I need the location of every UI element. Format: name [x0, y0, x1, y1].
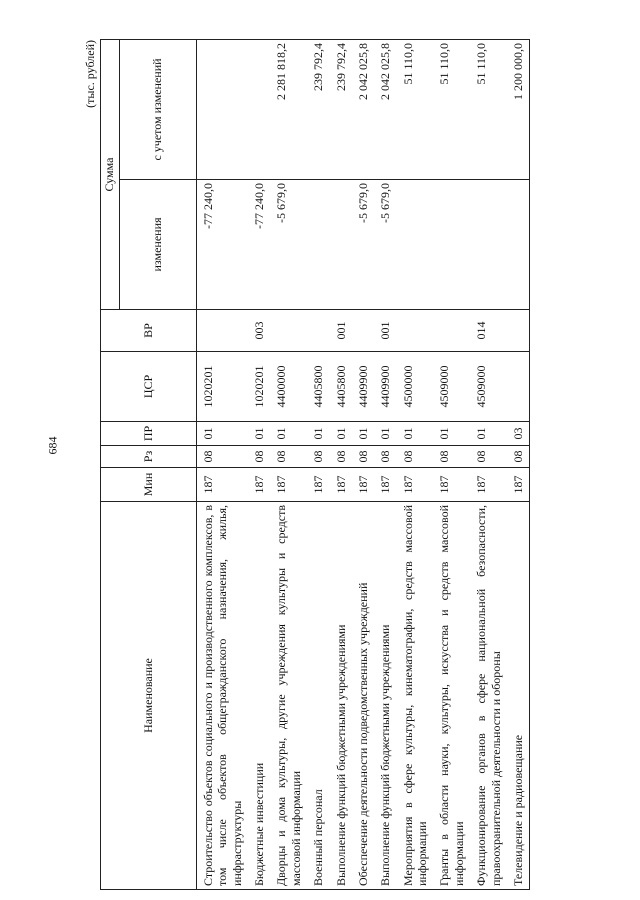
row-change	[330, 180, 352, 310]
row-min: 187	[352, 468, 374, 502]
row-vr: 001	[330, 310, 352, 352]
row-csr: 4409900	[352, 352, 374, 422]
row-change: -77 240,0	[196, 180, 248, 310]
row-csr: 1020201	[248, 352, 270, 422]
row-pr: 01	[470, 422, 507, 446]
table-row	[307, 39, 329, 889]
row-rz: 08	[352, 446, 374, 468]
row-min: 187	[270, 468, 307, 502]
table-row	[270, 39, 307, 889]
row-total: 51 110,0	[397, 39, 434, 179]
row-vr	[352, 310, 374, 352]
row-csr: 4409900	[374, 352, 396, 422]
table-row	[433, 39, 470, 889]
row-name: Телевидение и радиовещание	[507, 502, 530, 890]
row-rz: 08	[470, 446, 507, 468]
row-pr: 01	[270, 422, 307, 446]
header-sum-group: Сумма	[101, 39, 120, 309]
row-total: 2 042 025,8	[374, 39, 396, 179]
row-change	[507, 180, 530, 310]
row-rz: 08	[374, 446, 396, 468]
row-min: 187	[433, 468, 470, 502]
row-name: Мероприятия в сфере культуры, кинематографии, средств массовой информации	[397, 502, 434, 890]
table-row	[397, 39, 434, 889]
row-change	[397, 180, 434, 310]
row-rz: 08	[307, 446, 329, 468]
row-change: -5 679,0	[352, 180, 374, 310]
row-pr: 01	[248, 422, 270, 446]
row-pr: 01	[330, 422, 352, 446]
row-vr	[270, 310, 307, 352]
header-name: Наименование	[101, 502, 197, 890]
row-total: 1 200 000,0	[507, 39, 530, 179]
row-name: Функционирование органов в сфере национальной безопасности, правоохранительной деятельности и обороны	[470, 502, 507, 890]
row-change	[307, 180, 329, 310]
row-change: -5 679,0	[270, 180, 307, 310]
row-name: Обеспечение деятельности подведомственных учреждений	[352, 502, 374, 890]
row-total	[248, 39, 270, 179]
row-vr	[196, 310, 248, 352]
header-with-change: с учетом изменений	[119, 39, 196, 179]
row-min: 187	[307, 468, 329, 502]
row-csr: 4509000	[433, 352, 470, 422]
row-name: Выполнение функций бюджетными учреждениями	[374, 502, 396, 890]
row-rz: 08	[248, 446, 270, 468]
header-min: Мин	[101, 468, 197, 502]
row-total: 51 110,0	[470, 39, 507, 179]
page-number: 684	[45, 436, 60, 455]
row-pr: 01	[397, 422, 434, 446]
row-rz: 08	[196, 446, 248, 468]
row-csr: 1020201	[196, 352, 248, 422]
row-name: Выполнение функций бюджетными учреждениями	[330, 502, 352, 890]
table-row	[248, 39, 270, 889]
table-row	[507, 39, 530, 889]
row-min: 187	[374, 468, 396, 502]
row-rz: 08	[433, 446, 470, 468]
table-body	[196, 39, 530, 889]
row-min: 187	[470, 468, 507, 502]
row-change: -5 679,0	[374, 180, 396, 310]
row-name: Военный персонал	[307, 502, 329, 890]
row-min: 187	[507, 468, 530, 502]
budget-table	[100, 39, 530, 890]
row-name: Гранты в области науки, культуры, искусства и средств массовой информации	[433, 502, 470, 890]
row-min: 187	[248, 468, 270, 502]
row-vr	[433, 310, 470, 352]
row-pr: 01	[352, 422, 374, 446]
row-vr	[507, 310, 530, 352]
row-change	[433, 180, 470, 310]
row-csr: 4500000	[397, 352, 434, 422]
row-min: 187	[397, 468, 434, 502]
row-name: Бюджетные инвестиции	[248, 502, 270, 890]
row-name: Строительство объектов социального и производственного комплексов, в том числе объектов общегражданского назначения, жилья, инфраструктуры	[196, 502, 248, 890]
row-total: 2 042 025,8	[352, 39, 374, 179]
row-total: 239 792,4	[307, 39, 329, 179]
row-vr: 003	[248, 310, 270, 352]
header-rz: Рз	[101, 446, 197, 468]
row-csr: 4400000	[270, 352, 307, 422]
rotated-page-content	[80, 40, 590, 890]
header-change: изменения	[119, 180, 196, 310]
row-pr: 01	[374, 422, 396, 446]
units-label: (тыс. рублей)	[83, 40, 97, 108]
header-pr: ПР	[101, 422, 197, 446]
row-csr: 4509000	[470, 352, 507, 422]
row-vr	[307, 310, 329, 352]
row-total: 239 792,4	[330, 39, 352, 179]
row-pr: 01	[196, 422, 248, 446]
row-pr: 01	[307, 422, 329, 446]
row-total: 51 110,0	[433, 39, 470, 179]
table-row	[330, 39, 352, 889]
table-row	[352, 39, 374, 889]
row-pr: 03	[507, 422, 530, 446]
row-min: 187	[196, 468, 248, 502]
row-csr: 4405800	[330, 352, 352, 422]
row-pr: 01	[433, 422, 470, 446]
row-vr: 001	[374, 310, 396, 352]
row-name: Дворцы и дома культуры, другие учреждения культуры и средств массовой информации	[270, 502, 307, 890]
row-total: 2 281 818,2	[270, 39, 307, 179]
header-csr: ЦСР	[101, 352, 197, 422]
row-total	[196, 39, 248, 179]
row-rz: 08	[397, 446, 434, 468]
table-row	[470, 39, 507, 889]
row-csr	[507, 352, 530, 422]
row-change: -77 240,0	[248, 180, 270, 310]
row-rz: 08	[507, 446, 530, 468]
row-change	[470, 180, 507, 310]
header-vr: ВР	[101, 310, 197, 352]
table-row	[196, 39, 248, 889]
row-min: 187	[330, 468, 352, 502]
row-rz: 08	[270, 446, 307, 468]
row-vr: 014	[470, 310, 507, 352]
row-vr	[397, 310, 434, 352]
row-rz: 08	[330, 446, 352, 468]
table-row	[374, 39, 396, 889]
row-csr: 4405800	[307, 352, 329, 422]
